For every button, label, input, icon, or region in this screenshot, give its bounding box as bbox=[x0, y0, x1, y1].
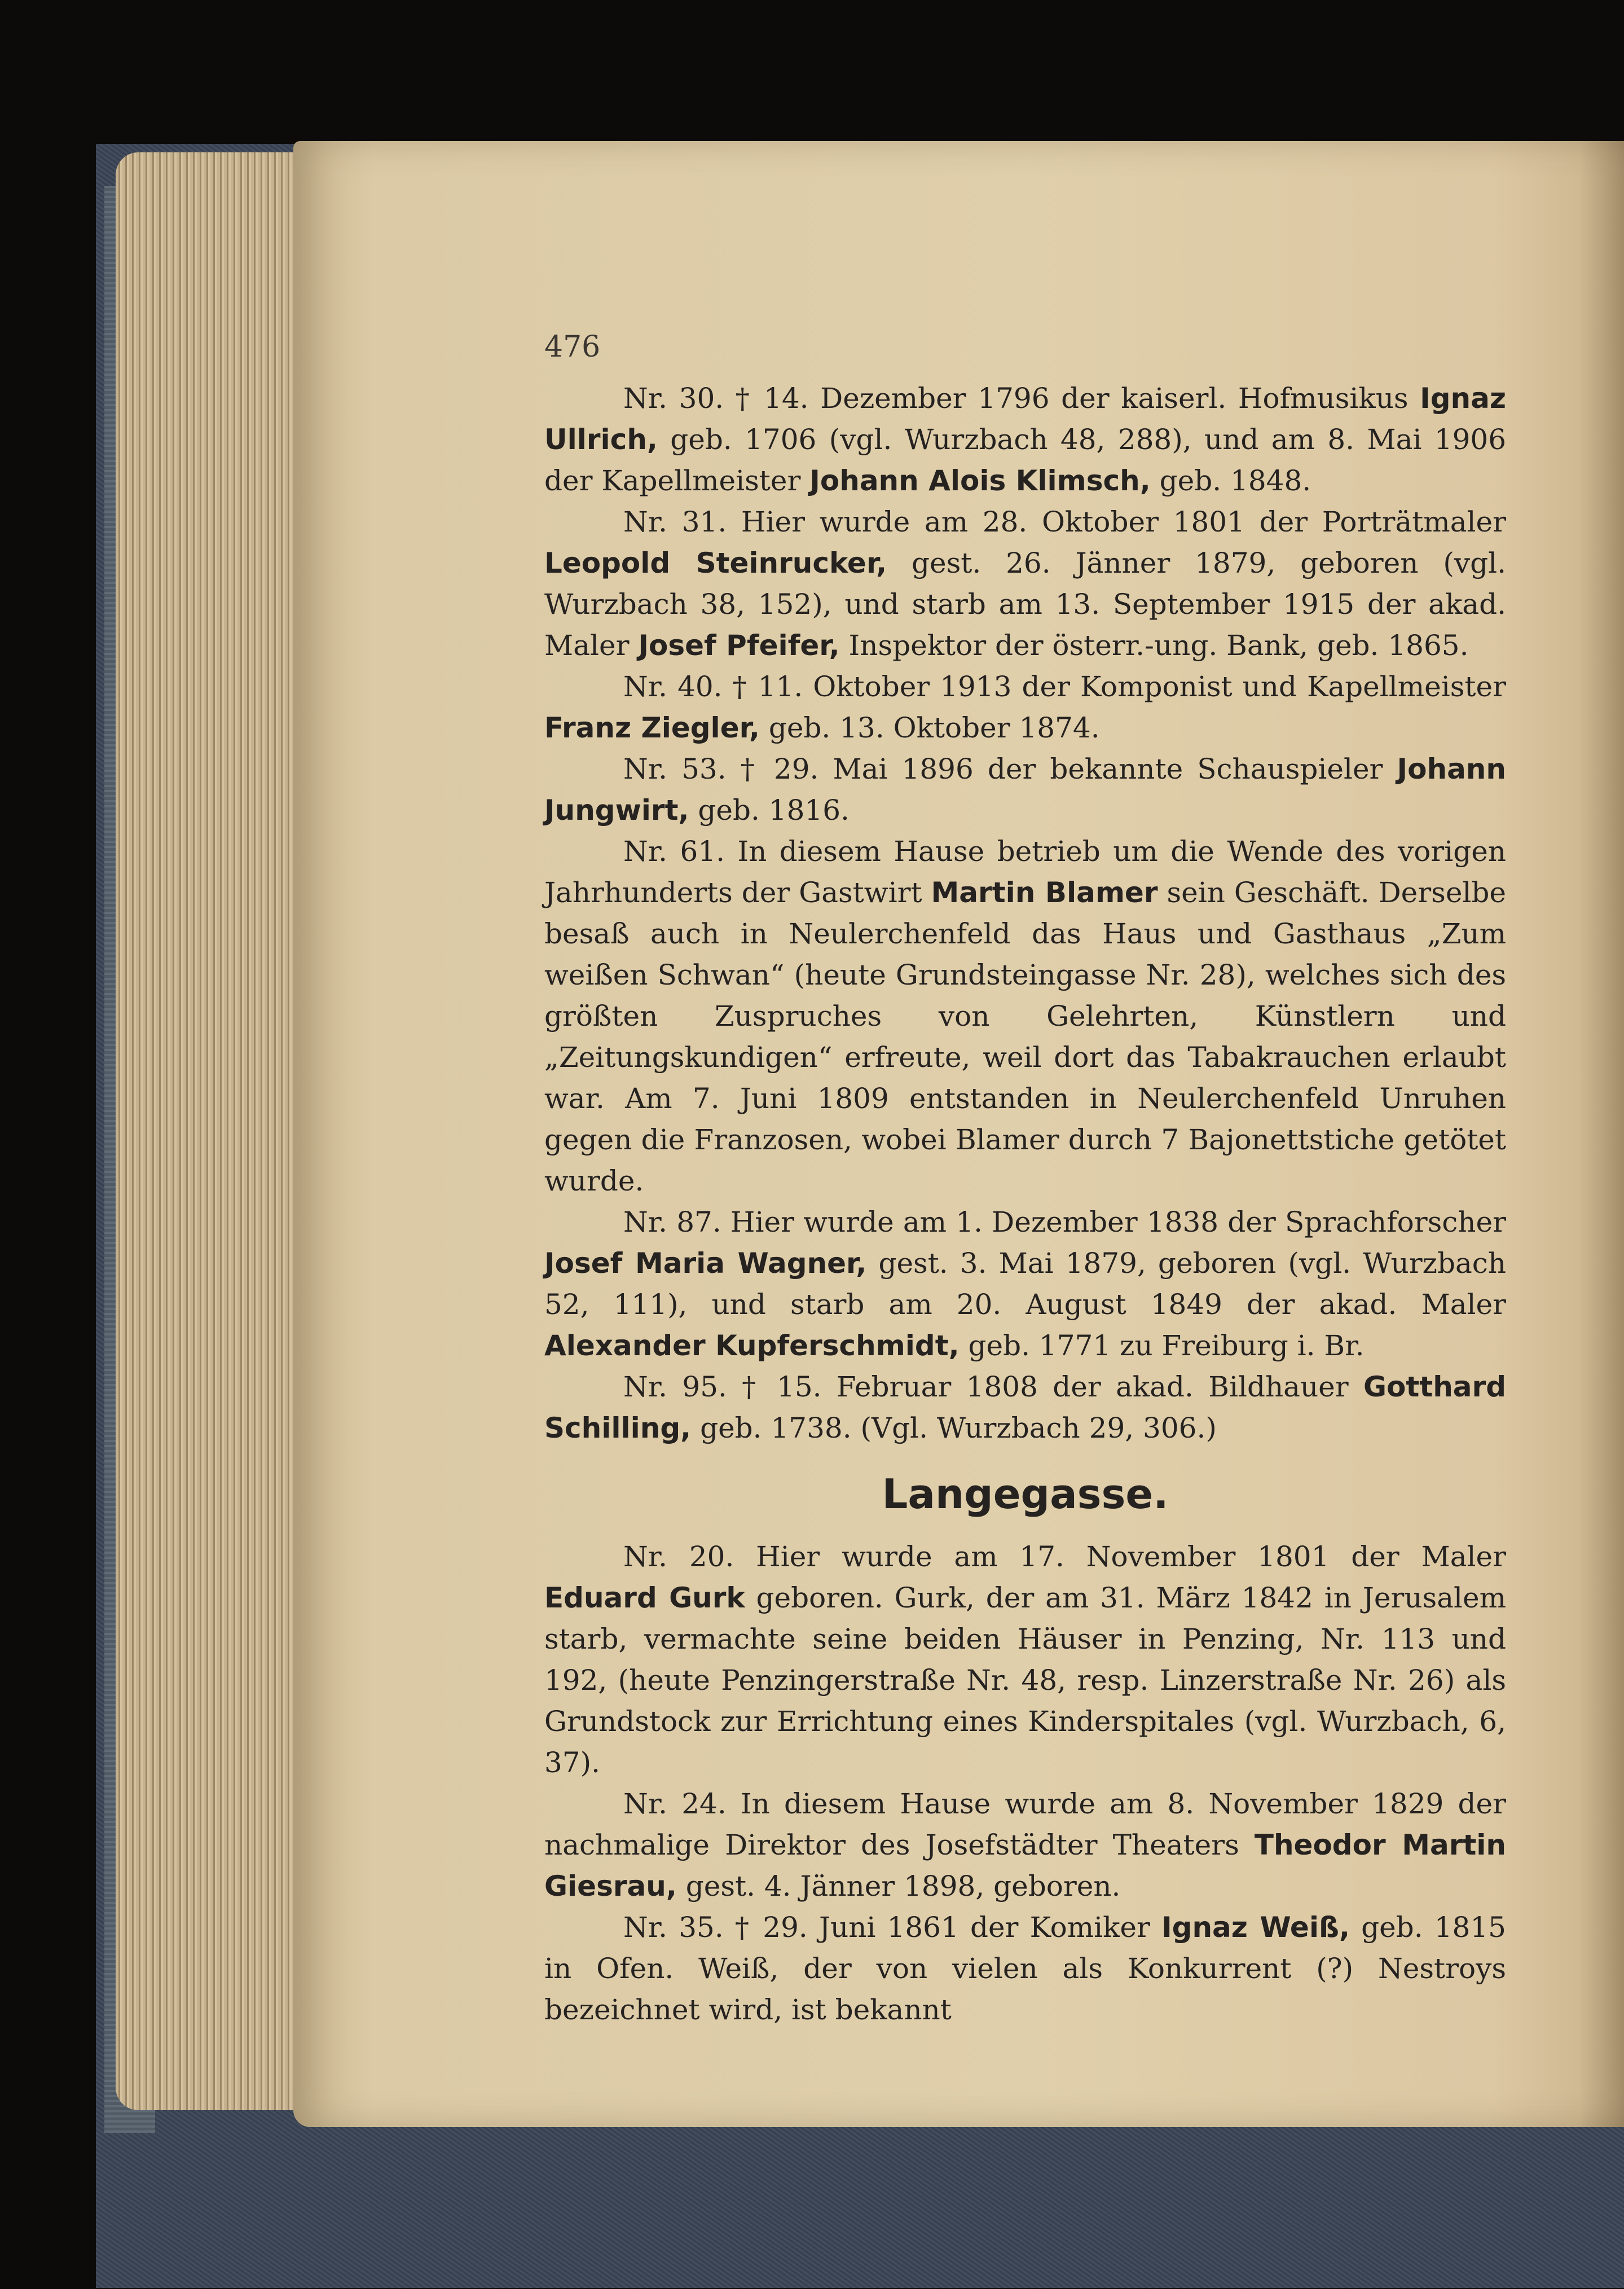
paragraph bbox=[544, 1367, 1506, 1449]
paragraph bbox=[544, 831, 1506, 1202]
paragraph-text: gest. 4. Jänner 1898, geboren. bbox=[676, 1870, 1121, 1903]
page-number: 476 bbox=[544, 330, 601, 364]
paragraph-text: sein Geschäft. Derselbe besaß auch in Neulerchenfeld das Haus und Gasthaus „Zum weißen Schwan“ (heute Grundsteingasse Nr. 28), welches sich des größten Zuspruches von Gelehrten, Künstlern und „Zeitungskundigen“ erfreute, weil dort das Tabakrauchen erlaubt war. Am 7. Juni 1809 entstanden in Neulerchenfeld Unruhen gegen die Franzosen, wobei Blamer durch 7 Bajonettstiche getötet wurde. bbox=[544, 876, 1506, 1197]
person-name: Franz Ziegler, bbox=[544, 711, 760, 744]
paragraph-text: geb. 1771 zu Freiburg i. Br. bbox=[959, 1329, 1365, 1362]
paragraph bbox=[544, 502, 1506, 666]
paragraph-text: Nr. 31. Hier wurde am 28. Oktober 1801 der Porträtmaler bbox=[623, 506, 1506, 538]
paragraph bbox=[544, 749, 1506, 831]
paragraph bbox=[544, 1783, 1506, 1907]
paragraph-text: Nr. 30. † 14. Dezember 1796 der kaiserl. Hofmusikus bbox=[623, 382, 1420, 415]
person-name: Theodor Martin Giesrau, bbox=[544, 1829, 1506, 1903]
paragraph-text: geboren. Gurk, der am 31. März 1842 in Jerusalem starb, vermachte seine beiden Häuser in Penzing, Nr. 113 und 192, (heute Penzingerstraße Nr. 48, resp. Linzerstraße Nr. 26) als Grundstock zur Errichtung eines Kinderspitales (vgl. Wurzbach, 6, 37). bbox=[544, 1581, 1507, 1779]
paragraph-text: Nr. 87. Hier wurde am 1. Dezember 1838 der Sprachforscher bbox=[623, 1206, 1506, 1238]
person-name: Ignaz Weiß, bbox=[1161, 1911, 1350, 1944]
paragraph-text: geb. 1738. (Vgl. Wurzbach 29, 306.) bbox=[691, 1412, 1217, 1444]
person-name: Josef Maria Wagner, bbox=[544, 1247, 867, 1280]
paragraph bbox=[544, 666, 1506, 749]
page-edges bbox=[116, 152, 307, 2110]
person-name: Eduard Gurk bbox=[544, 1581, 745, 1614]
paragraph-text: geb. 1815 in Ofen. Weiß, der von vielen als Konkurrent (?) Nestroys bezeichnet wird, ist bekannt bbox=[544, 1911, 1506, 2026]
paragraph-text: gest. 26. Jänner 1879, geboren (vgl. Wurzbach 38, 152), und starb am 13. September 1915 der akad. Maler bbox=[544, 547, 1506, 662]
paragraph-text: geb. 1706 (vgl. Wurzbach 48, 288), und am 8. Mai 1906 der Kapellmeister bbox=[544, 423, 1506, 497]
person-name: Martin Blamer bbox=[931, 876, 1158, 909]
paragraph bbox=[544, 378, 1506, 502]
paragraph-text: Nr. 20. Hier wurde am 17. November 1801 der Maler bbox=[623, 1540, 1506, 1573]
paragraph-text: gest. 3. Mai 1879, geboren (vgl. Wurzbach 52, 111), und starb am 20. August 1849 der akad. Maler bbox=[544, 1247, 1507, 1321]
paragraph-text: geb. 1848. bbox=[1150, 464, 1311, 497]
paragraph bbox=[544, 1536, 1506, 1783]
paragraph-text: Inspektor der österr.-ung. Bank, geb. 1865. bbox=[839, 629, 1469, 662]
paragraph-text: Nr. 35. † 29. Juni 1861 der Komiker bbox=[623, 1911, 1162, 1944]
paragraph-text: Nr. 61. In diesem Hause betrieb um die Wende des vorigen Jahrhunderts der Gastwirt bbox=[544, 835, 1506, 909]
person-name: Gotthard Schilling, bbox=[544, 1370, 1506, 1444]
person-name: Johann Alois Klimsch, bbox=[809, 464, 1151, 497]
paragraph-text: Nr. 24. In diesem Hause wurde am 8. November 1829 der nachmalige Direktor des Josefstädter Theaters bbox=[544, 1787, 1506, 1861]
person-name: Ignaz Ullrich, bbox=[544, 382, 1506, 456]
paragraph bbox=[544, 1202, 1506, 1367]
person-name: Leopold Steinrucker, bbox=[544, 547, 887, 579]
section-heading: Langegasse. bbox=[882, 1470, 1169, 1518]
paragraph-text: Nr. 53. † 29. Mai 1896 der bekannte Schauspieler bbox=[623, 753, 1397, 785]
person-name: Johann Jungwirt, bbox=[544, 753, 1506, 827]
person-name: Josef Pfeifer, bbox=[638, 629, 840, 662]
paragraph-text: geb. 13. Oktober 1874. bbox=[759, 711, 1100, 744]
page-gutter-shadow bbox=[1579, 141, 1624, 2127]
paragraph bbox=[544, 1907, 1506, 2031]
page-text bbox=[544, 378, 1506, 2031]
paragraph-text: Nr. 95. † 15. Februar 1808 der akad. Bildhauer bbox=[623, 1370, 1364, 1403]
paragraph-text: Nr. 40. † 11. Oktober 1913 der Komponist und Kapellmeister bbox=[623, 670, 1506, 703]
paragraph-text: geb. 1816. bbox=[689, 794, 850, 827]
person-name: Alexander Kupferschmidt, bbox=[544, 1329, 960, 1362]
